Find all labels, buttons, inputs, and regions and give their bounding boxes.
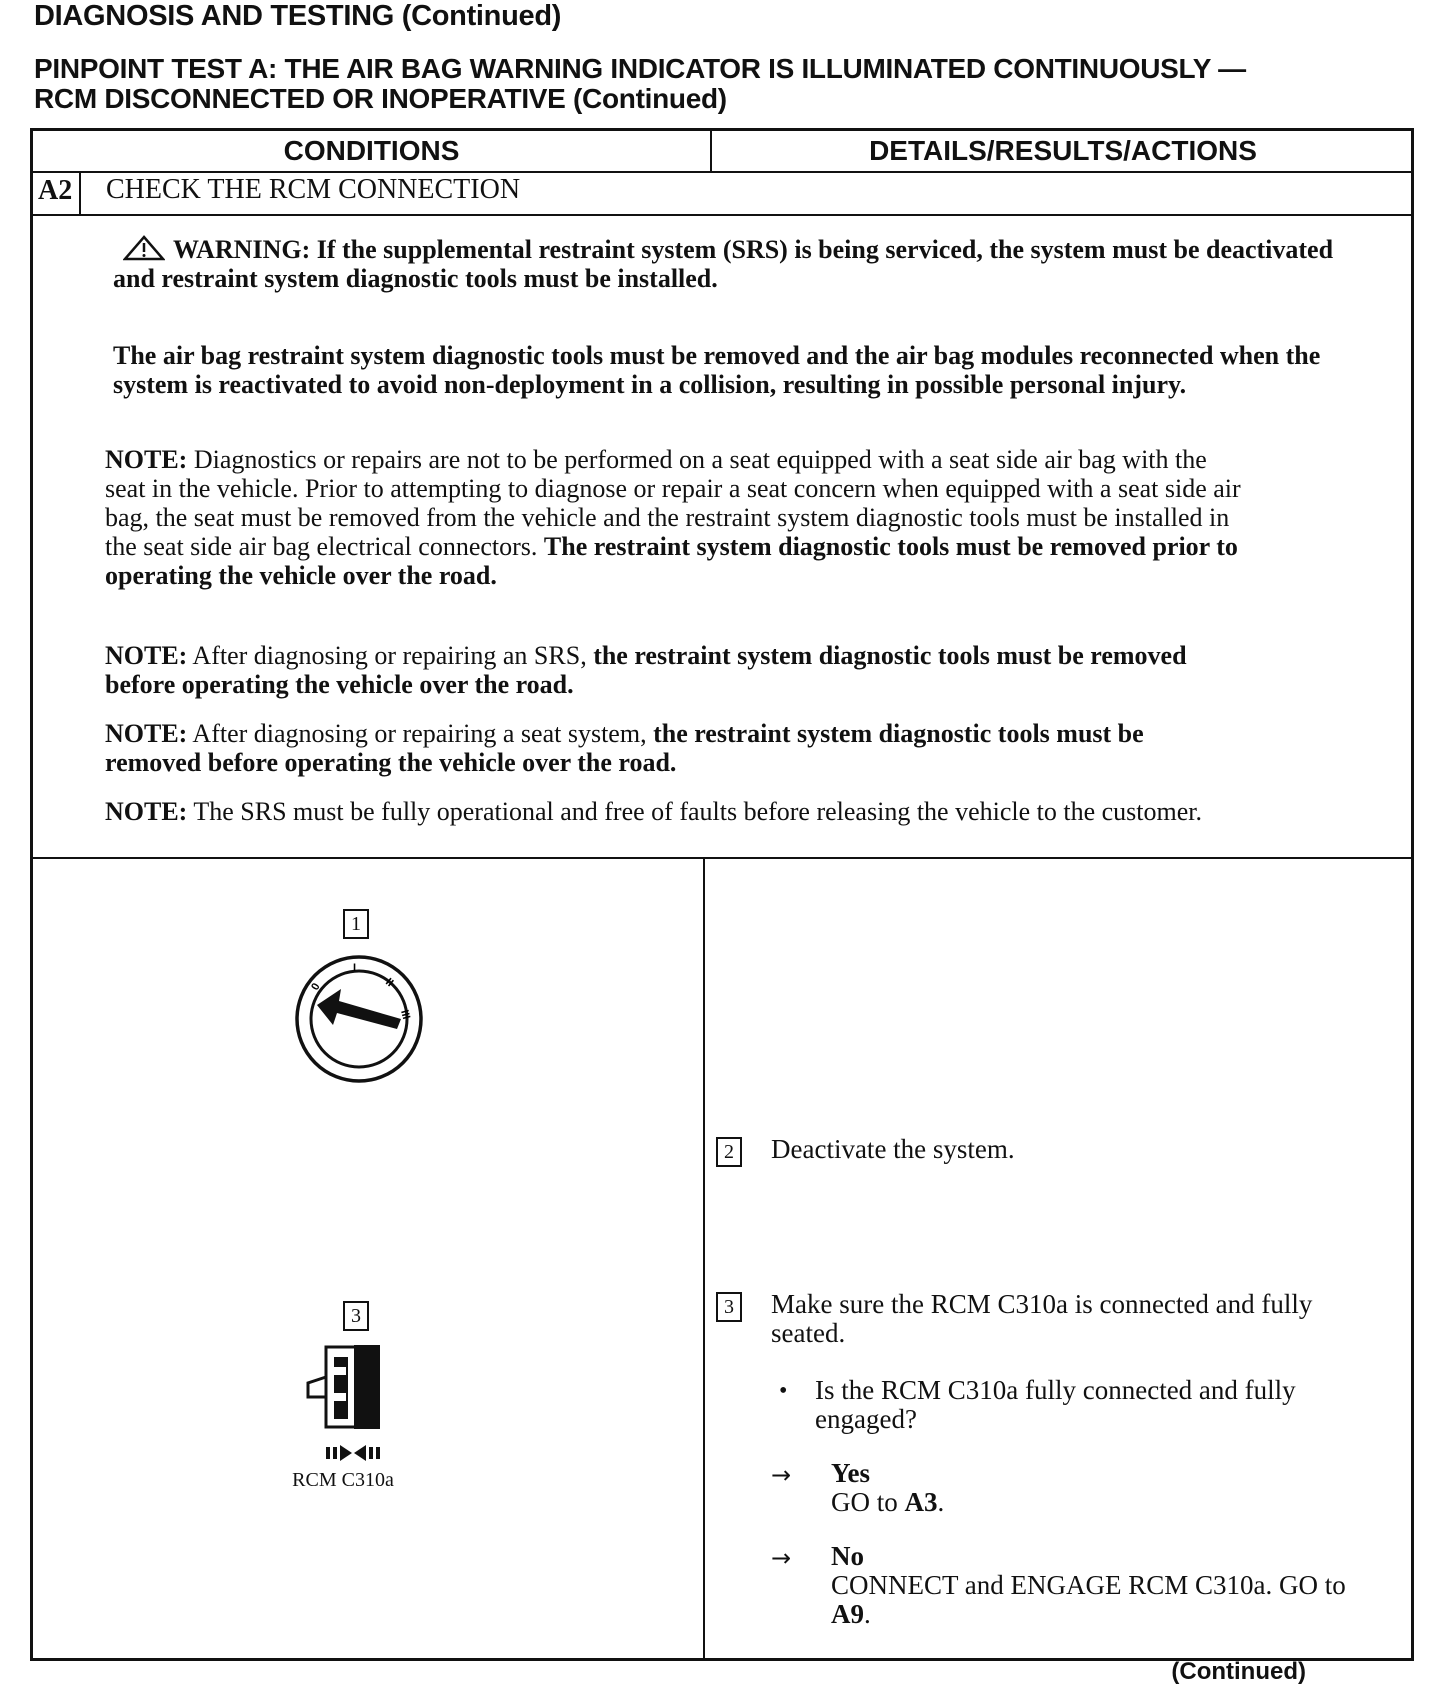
note-bold-text: the restraint system diagnostic tools must be removed before operating the vehicle over the road.	[105, 641, 1187, 699]
ignition-label-3: III	[398, 1008, 413, 1021]
yes-action-target: A3	[904, 1487, 938, 1517]
note-label: NOTE:	[105, 641, 188, 670]
note-text: Diagnostics or repairs are not to be performed on a seat equipped with a seat side air bag with the seat in the vehicle. Prior to attempting to diagnose or repair a seat concern when equipped with a seat side air bag, the seat must be removed from the vehicle and the restraint system diagnostic tools must be installed in the seat side air bag electrical connectors.	[105, 445, 1241, 561]
note-text: The SRS must be fully operational and free of faults before releasing the vehicle to the customer.	[193, 797, 1203, 826]
note-label: NOTE:	[105, 445, 188, 474]
note-3	[105, 719, 1245, 777]
no-arrow-icon: →	[771, 1544, 792, 1572]
figure-1-number: 1	[343, 909, 369, 939]
step-3-text: Make sure the RCM C310a is connected and fully seated.	[771, 1289, 1313, 1348]
warning-triangle-icon	[123, 235, 165, 261]
yes-label: Yes	[831, 1458, 870, 1488]
step-3-number: 3	[716, 1292, 742, 1322]
note-bold-text: the restraint system diagnostic tools must be removed before operating the vehicle over the road.	[105, 719, 1144, 777]
warning-label: WARNING:	[173, 235, 311, 264]
question-text: Is the RCM C310a fully connected and fully engaged?	[815, 1375, 1296, 1434]
question-bullet: •	[779, 1378, 788, 1404]
step-title: CHECK THE RCM CONNECTION	[106, 174, 521, 205]
column-header-details: DETAILS/RESULTS/ACTIONS	[869, 135, 1257, 166]
yes-action-suffix: .	[937, 1487, 945, 1517]
yes-action-prefix: GO to	[831, 1487, 898, 1517]
column-divider	[703, 859, 705, 1658]
step-id-divider	[79, 171, 81, 214]
no-action-target: A9	[831, 1599, 864, 1629]
pinpoint-test-title	[34, 54, 1246, 114]
figure-3-number: 3	[343, 1301, 369, 1331]
warning-text-2-bold: The air bag restraint system diagnostic tools must be removed and the air bag modules reconnected when the system is reactivated to avoid non-deployment in a collision, resulting in possible personal injury.	[113, 341, 1321, 399]
pinpoint-test-table	[30, 128, 1414, 1661]
step-divider	[33, 214, 1411, 216]
step-2-number: 2	[716, 1137, 742, 1167]
no-label: No	[831, 1541, 864, 1571]
note-4	[105, 797, 1245, 826]
test-title-line2: RCM DISCONNECTED OR INOPERATIVE (Continued)	[34, 83, 727, 114]
column-header-conditions: CONDITIONS	[33, 131, 712, 171]
note-1	[105, 445, 1245, 590]
header-divider	[33, 171, 1411, 173]
test-title-line1: PINPOINT TEST A: THE AIR BAG WARNING INDICATOR IS ILLUMINATED CONTINUOUSLY —	[34, 53, 1246, 84]
warning-text-2	[113, 341, 1353, 399]
step-2-text: Deactivate the system.	[771, 1134, 1015, 1164]
note-2	[105, 641, 1245, 699]
no-action-suffix: .	[864, 1599, 871, 1629]
ignition-label-0: 0	[309, 981, 323, 993]
step-id: A2	[38, 175, 73, 206]
continued-footer: (Continued)	[1171, 1658, 1306, 1685]
note-bold-text: The restraint system diagnostic tools must be removed prior to operating the vehicle over the road.	[105, 532, 1238, 590]
ignition-label-1: I	[353, 962, 357, 974]
note-label: NOTE:	[105, 719, 188, 748]
note-label: NOTE:	[105, 797, 188, 826]
yes-arrow-icon: →	[771, 1461, 792, 1489]
page-title: DIAGNOSIS AND TESTING (Continued)	[34, 0, 562, 32]
warning-text: If the supplemental restraint system (SRS) is being serviced, the system must be deactivated and restraint system diagnostic tools must be installed.	[113, 235, 1334, 293]
ignition-label-2: II	[383, 976, 396, 990]
note-text: After diagnosing or repairing a seat system,	[192, 719, 647, 748]
connector-icon	[298, 1339, 398, 1469]
yes-action	[831, 1488, 944, 1517]
warning-block	[113, 235, 1353, 293]
ignition-switch-icon	[289, 949, 429, 1089]
notes-divider	[33, 857, 1411, 859]
connector-label: RCM C310a	[292, 1469, 394, 1491]
note-text: After diagnosing or repairing an SRS,	[192, 641, 587, 670]
no-action	[831, 1571, 1371, 1629]
no-action-prefix: CONNECT and ENGAGE RCM C310a. GO to	[831, 1570, 1346, 1600]
